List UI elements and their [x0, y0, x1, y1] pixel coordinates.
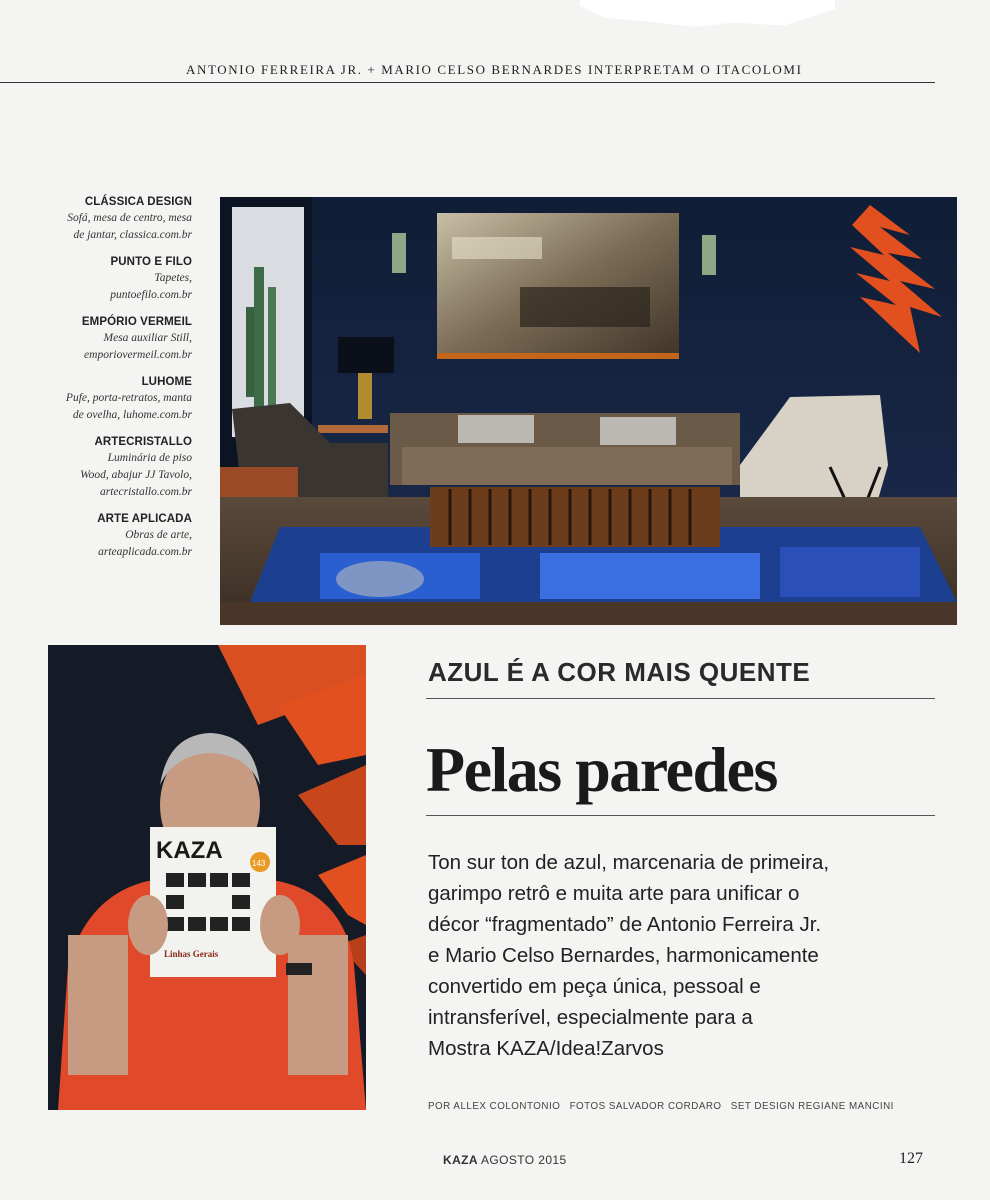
- credit-desc-line: Luminária de piso: [107, 452, 192, 464]
- credit-luhome: [0, 376, 192, 424]
- living-room-photo: [220, 197, 957, 625]
- running-head-rule: [0, 82, 935, 83]
- credit-name: LUHOME: [141, 376, 192, 388]
- credit-artecristallo: [0, 436, 192, 501]
- credit-desc-line: Tapetes,: [154, 272, 192, 284]
- credit-desc-line: artecristallo.com.br: [100, 486, 192, 498]
- credit-desc-line: Sofá, mesa de centro, mesa: [67, 212, 192, 224]
- credit-name: CLÁSSICA DESIGN: [84, 196, 192, 208]
- deck-line: Mostra KAZA/Idea!Zarvos: [428, 1037, 664, 1060]
- credit-desc-line: Pufe, porta-retratos, manta: [65, 392, 192, 404]
- credit-name: EMPÓRIO VERMEIL: [81, 316, 192, 328]
- deck-line: intransferível, especialmente para a: [428, 1006, 753, 1029]
- credit-name: ARTECRISTALLO: [94, 436, 192, 448]
- credit-desc-line: arteaplicada.com.br: [98, 546, 192, 558]
- credit-desc-line: emporiovermeil.com.br: [84, 349, 192, 361]
- magazine-cover-line: Linhas Gerais: [164, 949, 219, 959]
- credit-desc-line: Wood, abajur JJ Tavolo,: [80, 469, 192, 481]
- credit-classica-design: [0, 196, 192, 244]
- folio-date: AGOSTO 2015: [481, 1153, 567, 1167]
- article-title: Pelas paredes: [426, 734, 777, 805]
- portrait-photo: [48, 645, 366, 1110]
- credit-desc-line: de ovelha, luhome.com.br: [72, 409, 192, 421]
- held-magazine-cover: [150, 827, 276, 977]
- byline-set-design: SET DESIGN REGIANE MANCINI: [730, 1101, 894, 1112]
- running-head-text: ANTONIO FERREIRA JR. + MARIO CELSO BERNARDES INTERPRETAM O ITACOLOMI: [186, 62, 803, 77]
- supplier-credits: [0, 196, 192, 573]
- magazine-issue: 143: [252, 859, 266, 868]
- byline-photos: FOTOS SALVADOR CORDARO: [569, 1101, 722, 1112]
- byline-author: POR ALLEX COLONTONIO: [428, 1101, 561, 1112]
- credit-punto-e-filo: [0, 256, 192, 304]
- deck-line: décor “fragmentado” de Antonio Ferreira Jr.: [428, 913, 822, 936]
- credit-name: PUNTO E FILO: [110, 256, 192, 268]
- credit-name: ARTE APLICADA: [97, 513, 192, 525]
- running-head: [0, 60, 990, 84]
- credit-desc-line: Obras de arte,: [125, 529, 192, 541]
- credit-desc-line: puntoefilo.com.br: [110, 289, 192, 301]
- byline: [428, 1101, 900, 1112]
- credit-desc-line: de jantar, classica.com.br: [73, 229, 192, 241]
- page-number: 127: [899, 1150, 923, 1167]
- deck-line: Ton sur ton de azul, marcenaria de primeira,: [428, 851, 830, 874]
- deck-line: convertido em peça única, pessoal e: [428, 975, 761, 998]
- magazine-logo: KAZA: [156, 837, 223, 864]
- torn-paper-edge: [580, 0, 835, 30]
- credit-arte-aplicada: [0, 513, 192, 561]
- folio-magazine: KAZA: [443, 1153, 478, 1167]
- folio: [443, 1153, 567, 1167]
- kicker-rule: [426, 698, 935, 699]
- credit-desc-line: Mesa auxiliar Still,: [103, 332, 192, 344]
- title-rule: [426, 815, 935, 816]
- credit-emporio-vermeil: [0, 316, 192, 364]
- article-deck: [428, 847, 933, 1064]
- article-kicker: AZUL É A COR MAIS QUENTE: [428, 657, 811, 687]
- deck-line: garimpo retrô e muita arte para unificar o: [428, 882, 800, 905]
- deck-line: e Mario Celso Bernardes, harmonicamente: [428, 944, 819, 967]
